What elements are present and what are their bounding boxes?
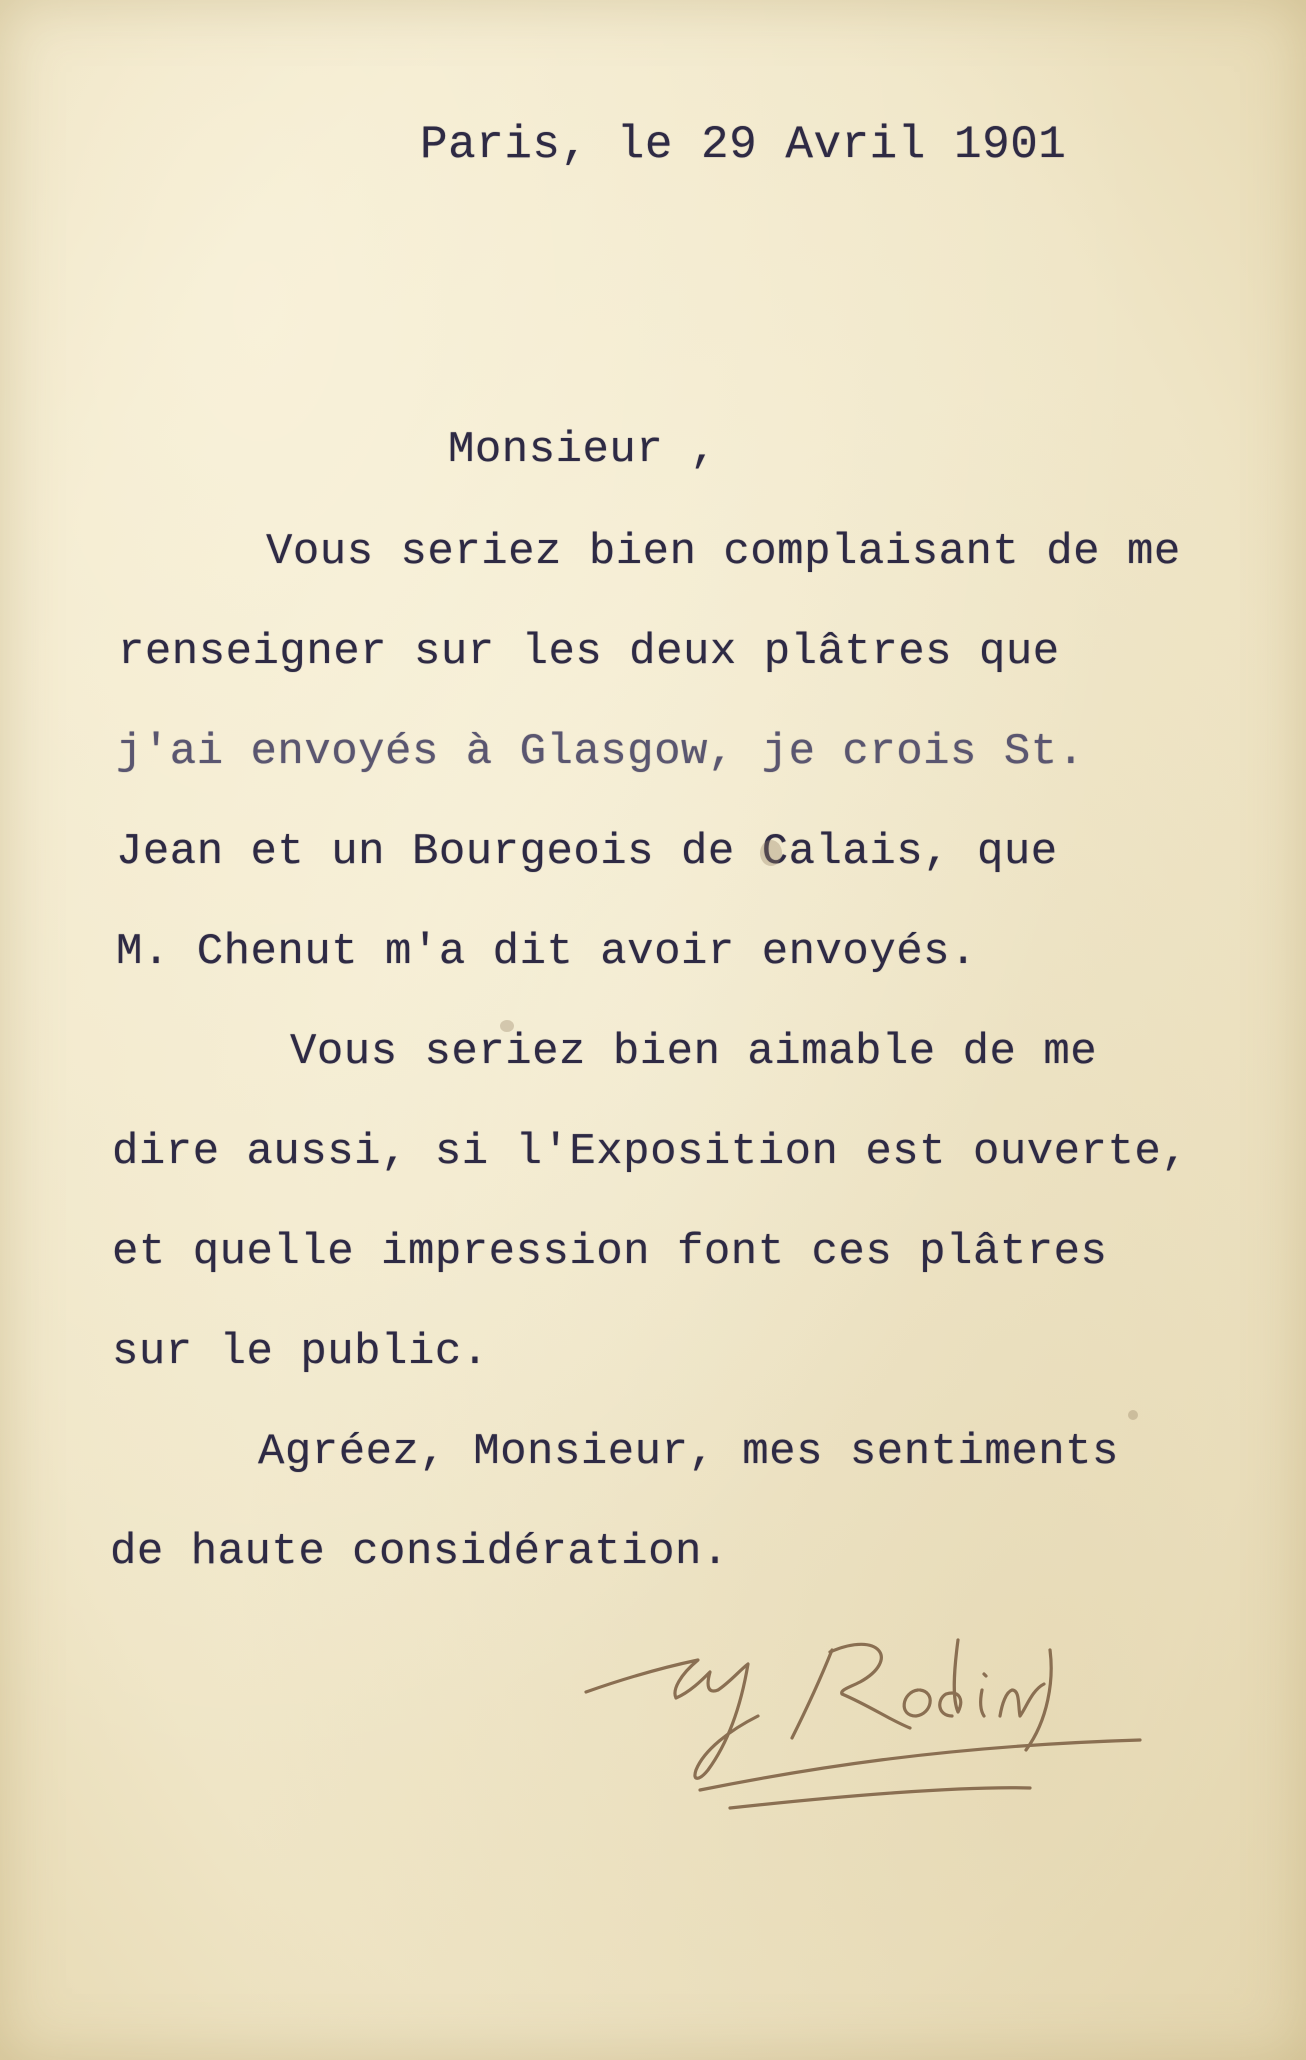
body-line-1: Vous seriez bien complaisant de me: [266, 527, 1181, 577]
ink-stain: [500, 1020, 514, 1032]
body-line-11: de haute considération.: [110, 1527, 729, 1577]
signature: [580, 1620, 1160, 1820]
date-line: Paris, le 29 Avril 1901: [420, 119, 1067, 171]
body-line-9: sur le public.: [112, 1327, 489, 1377]
body-line-10: Agréez, Monsieur, mes sentiments: [258, 1427, 1119, 1477]
body-line-4: Jean et un Bourgeois de Calais, que: [116, 827, 1058, 877]
body-line-8: et quelle impression font ces plâtres: [112, 1227, 1108, 1277]
salutation: Monsieur ,: [448, 425, 718, 475]
body-line-7: dire aussi, si l'Exposition est ouverte,: [112, 1127, 1189, 1177]
body-line-3: j'ai envoyés à Glasgow, je crois St.: [116, 727, 1085, 777]
ink-stain: [760, 840, 782, 866]
ink-stain: [1128, 1410, 1138, 1420]
body-line-2: renseigner sur les deux plâtres que: [118, 627, 1060, 677]
body-line-6: Vous seriez bien aimable de me: [290, 1027, 1098, 1077]
body-line-5: M. Chenut m'a dit avoir envoyés.: [116, 927, 977, 977]
